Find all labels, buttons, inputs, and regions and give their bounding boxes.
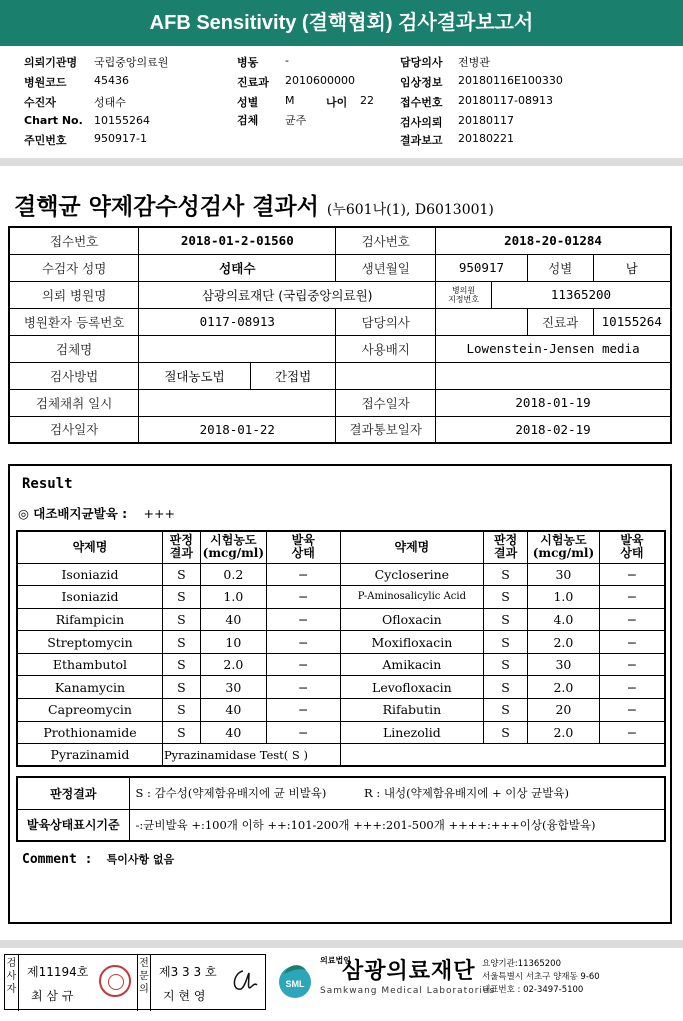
control-growth-label: ◎ 대조배지균발육 : xyxy=(18,506,128,521)
meta-label: 수진자 xyxy=(24,96,56,109)
meta-value: 균주 xyxy=(285,114,307,127)
table-row xyxy=(17,631,665,654)
medium-value: Lowenstein-Jensen media xyxy=(436,335,671,362)
signature-box xyxy=(4,954,266,1010)
judge-legend-r: R : 내성(약제함유배지에 + 이상 균발육) xyxy=(364,786,569,801)
drug-name: Capreomycin xyxy=(17,699,162,722)
meta-label: 주민번호 xyxy=(24,134,67,147)
org-prefix: 의료법인 xyxy=(320,956,351,965)
meta-value: - xyxy=(285,54,289,67)
drug-judge: S xyxy=(162,563,200,586)
drug-state: − xyxy=(266,676,340,699)
drug-name: Levofloxacin xyxy=(340,676,484,699)
drug-judge: S xyxy=(484,608,528,631)
specimen-value xyxy=(139,335,336,362)
org-code: 요양기관:11365200 xyxy=(482,959,561,969)
drug-judge: S xyxy=(484,631,528,654)
result-section xyxy=(8,464,672,924)
judge-legend-s: S : 감수성(약제함유배지에 균 비발육) xyxy=(135,786,327,801)
col-state-2: 상태 xyxy=(291,546,315,561)
drug-state: − xyxy=(599,586,665,609)
drug-conc: 2.0 xyxy=(200,653,266,676)
judge-legend-label: 판정결과 xyxy=(17,777,129,809)
drug-state: − xyxy=(266,721,340,744)
col-drug: 약제명 xyxy=(17,531,162,563)
drug-name: Moxifloxacin xyxy=(340,631,484,654)
drug-state: − xyxy=(599,563,665,586)
report-date: 2018-02-19 xyxy=(436,416,671,443)
dept-value: 10155264 xyxy=(593,308,671,335)
meta-value: 국립중앙의료원 xyxy=(94,56,169,69)
test-date: 2018-01-22 xyxy=(139,416,336,443)
drug-judge: S xyxy=(484,699,528,722)
drug-name: Rifabutin xyxy=(340,699,484,722)
drug-judge: S xyxy=(162,721,200,744)
tester-name: 최 삼 규 xyxy=(31,989,74,1003)
pyrazinamid-row xyxy=(17,744,665,767)
signature-icon xyxy=(227,965,261,999)
patient-name: 성태수 xyxy=(139,254,336,281)
designated-no: 11365200 xyxy=(491,281,671,308)
method-label: 검사방법 xyxy=(9,362,139,389)
org-name: 삼광의료재단 xyxy=(342,959,476,984)
meta-label: 검사의뢰 xyxy=(400,116,443,129)
drug-judge: S xyxy=(162,631,200,654)
collect-value xyxy=(139,389,336,416)
col-conc xyxy=(200,531,266,563)
receipt-no: 2018-01-2-01560 xyxy=(139,227,336,254)
comment-value: 특이사항 없음 xyxy=(106,853,175,866)
legend-table xyxy=(16,776,666,842)
drug-state: − xyxy=(266,608,340,631)
patient-name-label: 수검자 성명 xyxy=(9,254,139,281)
drug-conc: 40 xyxy=(200,699,266,722)
footer xyxy=(0,954,683,1014)
document-title xyxy=(14,188,494,221)
drug-state: − xyxy=(599,699,665,722)
meta-label: 결과보고 xyxy=(400,134,443,147)
method-blank-right xyxy=(436,362,671,389)
comment xyxy=(22,851,174,867)
drug-conc: 4.0 xyxy=(527,608,599,631)
control-growth xyxy=(18,504,175,522)
drug-name: Rifampicin xyxy=(17,608,162,631)
drug-name: P-Aminosalicylic Acid xyxy=(340,586,484,609)
col-state-1: 발육 xyxy=(291,533,315,548)
meta-value: 전병관 xyxy=(458,56,490,69)
drug-state: − xyxy=(266,699,340,722)
accept-label: 접수일자 xyxy=(336,389,436,416)
test-no-label: 검사번호 xyxy=(336,227,436,254)
sex-value: 남 xyxy=(593,254,671,281)
col-state-2: 상태 xyxy=(620,546,644,561)
seal-stamp-icon xyxy=(99,965,131,997)
col-conc-2: (mcg/ml) xyxy=(202,546,265,561)
drug-state: − xyxy=(599,608,665,631)
hospital-name: 삼광의료재단 (국립중앙의료원) xyxy=(139,281,436,308)
judge-legend xyxy=(129,777,665,809)
report-header: AFB Sensitivity (결핵협회) 검사결과보고서 xyxy=(0,0,683,46)
drug-name: Streptomycin xyxy=(17,631,162,654)
col-conc xyxy=(527,531,599,563)
method-1: 절대농도법 xyxy=(139,362,251,389)
meta-label: 병동 xyxy=(237,56,259,69)
specialist-license: 제3 3 3 호 xyxy=(159,965,217,979)
drug-conc: 0.2 xyxy=(200,563,266,586)
drug-name: Amikacin xyxy=(340,653,484,676)
meta-label: 담당의사 xyxy=(400,56,443,69)
drug-table xyxy=(16,530,666,767)
col-judge-2: 결과 xyxy=(493,546,518,561)
col-conc-1: 시험농도 xyxy=(540,533,587,548)
growth-legend-label: 발육상태표시기준 xyxy=(17,809,129,841)
drug-state: − xyxy=(599,676,665,699)
result-title: Result xyxy=(22,476,73,492)
sml-logo-icon xyxy=(274,958,316,1000)
drug-conc: 10 xyxy=(200,631,266,654)
drug-judge: S xyxy=(484,563,528,586)
meta-value: 22 xyxy=(360,94,374,107)
table-row xyxy=(17,721,665,744)
doctor-label: 담당의사 xyxy=(336,308,436,335)
patient-reg-no: 0117-08913 xyxy=(139,308,336,335)
drug-state: − xyxy=(266,586,340,609)
table-row xyxy=(17,586,665,609)
org-english-name: Samkwang Medical Laboratories xyxy=(320,986,496,996)
control-growth-value: +++ xyxy=(143,506,175,521)
meta-value: 10155264 xyxy=(94,114,150,127)
method-blank xyxy=(336,362,436,389)
drug-judge: S xyxy=(162,608,200,631)
drug-state: − xyxy=(599,631,665,654)
drug-name: Ofloxacin xyxy=(340,608,484,631)
drug-judge: S xyxy=(162,653,200,676)
drug-name: Prothionamide xyxy=(17,721,162,744)
meta-value: 20180117-08913 xyxy=(458,94,553,107)
accept-date: 2018-01-19 xyxy=(436,389,671,416)
meta-label: 성별 xyxy=(237,96,259,109)
pyrazinamid-name: Pyrazinamid xyxy=(17,744,162,767)
org-phone: 대표번호 : 02-3497-5100 xyxy=(482,985,584,995)
meta-label: 접수번호 xyxy=(400,96,443,109)
table-row xyxy=(17,563,665,586)
designated-no-label xyxy=(436,281,492,308)
drug-judge: S xyxy=(484,676,528,699)
medium-label: 사용배지 xyxy=(336,335,436,362)
sex-label: 성별 xyxy=(527,254,593,281)
drug-conc: 40 xyxy=(200,721,266,744)
collect-label: 검체채취 일시 xyxy=(9,389,139,416)
col-conc-1: 시험농도 xyxy=(210,533,257,548)
section-divider xyxy=(0,158,683,166)
meta-value: 20180221 xyxy=(458,132,514,145)
table-row xyxy=(17,676,665,699)
drug-conc: 1.0 xyxy=(527,586,599,609)
patient-info-table xyxy=(8,226,672,444)
meta-label: 나이 xyxy=(326,96,348,109)
table-row xyxy=(17,699,665,722)
drug-state: − xyxy=(599,653,665,676)
meta-value: 2010600000 xyxy=(285,74,355,87)
meta-label: 진료과 xyxy=(237,76,269,89)
drug-conc: 2.0 xyxy=(527,631,599,654)
document-code: (누601나(1), D6013001) xyxy=(326,202,494,218)
designated-label-2: 지정번호 xyxy=(448,294,479,304)
hospital-label: 의뢰 병원명 xyxy=(9,281,139,308)
pyrazinamid-blank xyxy=(340,744,665,767)
specimen-label: 검체명 xyxy=(9,335,139,362)
designated-label-1: 병의원 xyxy=(451,285,476,295)
meta-label: 임상정보 xyxy=(400,76,443,89)
col-judge xyxy=(162,531,200,563)
drug-name: Ethambutol xyxy=(17,653,162,676)
pyrazinamid-value: Pyrazinamidase Test( S ) xyxy=(162,744,340,767)
drug-name: Isoniazid xyxy=(17,563,162,586)
meta-value: 성태수 xyxy=(94,96,126,109)
drug-state: − xyxy=(266,631,340,654)
col-state xyxy=(266,531,340,563)
col-drug: 약제명 xyxy=(340,531,484,563)
doctor-value xyxy=(436,308,528,335)
test-no: 2018-20-01284 xyxy=(436,227,671,254)
patient-reg-label: 병원환자 등록번호 xyxy=(9,308,139,335)
meta-label: Chart No. xyxy=(24,114,83,127)
drug-state: − xyxy=(266,653,340,676)
specialist-name: 지 현 영 xyxy=(163,989,206,1003)
meta-value: 20180116E100330 xyxy=(458,74,563,87)
meta-value: 45436 xyxy=(94,74,129,87)
drug-conc: 30 xyxy=(527,563,599,586)
drug-conc: 40 xyxy=(200,608,266,631)
dept-label: 진료과 xyxy=(527,308,593,335)
drug-conc: 2.0 xyxy=(527,721,599,744)
section-divider xyxy=(0,940,683,948)
specialist-label: 전문의 xyxy=(137,955,151,1011)
growth-legend: -:균비발육 +:100개 이하 ++:101-200개 +++:201-500개 ++++:+++이상(융합발육) xyxy=(129,809,665,841)
table-row xyxy=(17,653,665,676)
drug-state: − xyxy=(266,563,340,586)
drug-conc: 30 xyxy=(200,676,266,699)
meta-label: 의뢰기관명 xyxy=(24,56,78,69)
logo-text: SML xyxy=(285,979,305,989)
col-judge-1: 판정 xyxy=(169,533,193,548)
birth-label: 생년월일 xyxy=(336,254,436,281)
drug-judge: S xyxy=(484,721,528,744)
test-date-label: 검사일자 xyxy=(9,416,139,443)
meta-value: M xyxy=(285,94,295,107)
drug-name: Linezolid xyxy=(340,721,484,744)
method-2: 간접법 xyxy=(250,362,336,389)
col-state xyxy=(599,531,665,563)
report-meta xyxy=(0,50,683,150)
drug-conc: 2.0 xyxy=(527,676,599,699)
report-date-label: 결과통보일자 xyxy=(336,416,436,443)
birth-date: 950917 xyxy=(436,254,528,281)
comment-label: Comment : xyxy=(22,852,93,867)
meta-value: 950917-1 xyxy=(94,132,147,145)
table-row xyxy=(17,608,665,631)
col-conc-2: (mcg/ml) xyxy=(532,546,595,561)
drug-name: Kanamycin xyxy=(17,676,162,699)
drug-judge: S xyxy=(162,676,200,699)
drug-judge: S xyxy=(162,699,200,722)
drug-conc: 30 xyxy=(527,653,599,676)
meta-value: 20180117 xyxy=(458,114,514,127)
drug-state: − xyxy=(599,721,665,744)
col-judge xyxy=(484,531,528,563)
col-judge-1: 판정 xyxy=(493,533,518,548)
drug-name: Isoniazid xyxy=(17,586,162,609)
drug-judge: S xyxy=(162,586,200,609)
document-title-text: 결핵균 약제감수성검사 결과서 xyxy=(14,193,319,220)
drug-judge: S xyxy=(484,653,528,676)
drug-name: Cycloserine xyxy=(340,563,484,586)
meta-label: 검체 xyxy=(237,114,259,127)
tester-license: 제11194호 xyxy=(27,965,89,979)
col-judge-2: 결과 xyxy=(169,546,193,561)
org-address xyxy=(482,958,600,997)
col-state-1: 발육 xyxy=(620,533,644,548)
drug-conc: 20 xyxy=(527,699,599,722)
tester-label: 검사자 xyxy=(5,955,19,1011)
drug-judge: S xyxy=(484,586,528,609)
org-street: 서울특별시 서초구 양재동 9-60 xyxy=(482,972,600,982)
receipt-no-label: 접수번호 xyxy=(9,227,139,254)
meta-label: 병원코드 xyxy=(24,76,67,89)
drug-conc: 1.0 xyxy=(200,586,266,609)
